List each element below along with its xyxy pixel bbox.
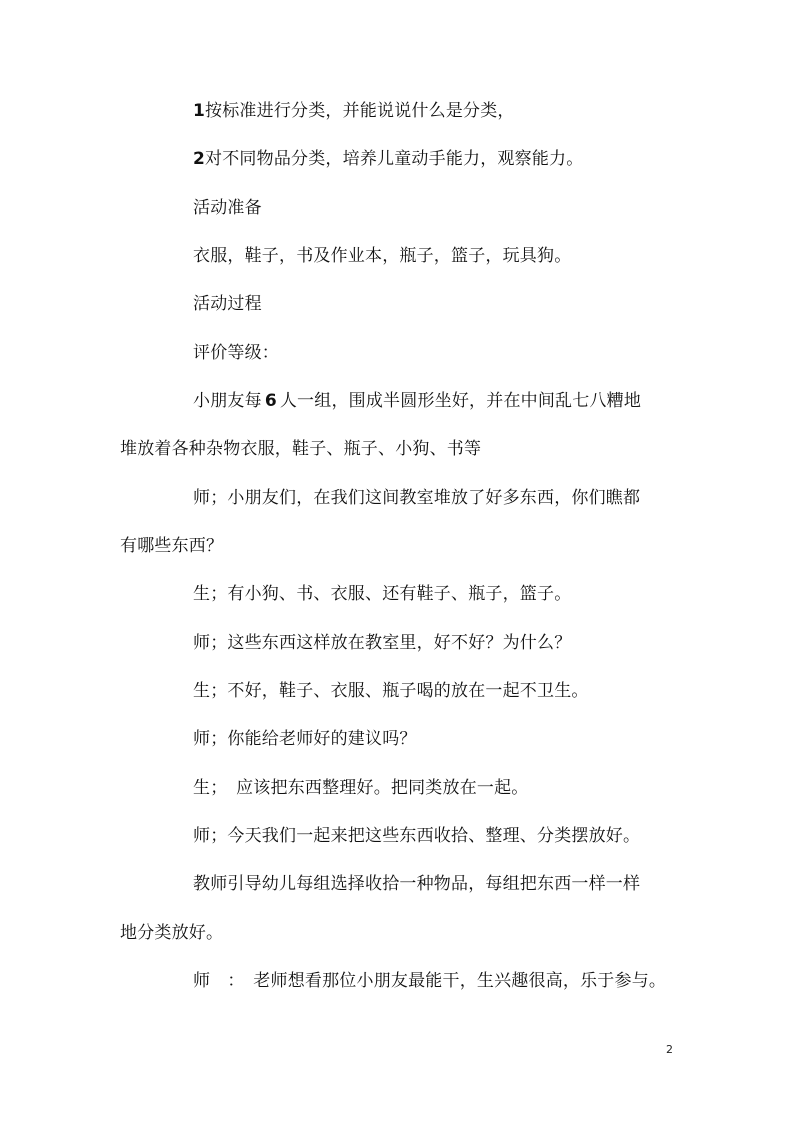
dialogue-line: 有哪些东西？ — [120, 536, 224, 556]
paragraph-line — [193, 389, 641, 413]
paragraph-text: 小朋友每 — [193, 391, 262, 411]
dialogue-line: 师 ： 老师想看那位小朋友最能干，生兴趣很高，乐于参与。 — [193, 971, 667, 991]
objective-number: 1 — [193, 101, 206, 121]
objective-text: 对不同物品分类，培养儿童动手能力，观察能力。 — [205, 149, 584, 169]
dialogue-line: 师；你能给老师好的建议吗？ — [193, 729, 417, 749]
paragraph-line: 教师引导幼儿每组选择收拾一种物品，每组把东西一样一样 — [193, 874, 641, 894]
materials-list: 衣服，鞋子，书及作业本，瓶子，篮子，玩具狗。 — [193, 246, 572, 266]
paragraph-line: 堆放着各种杂物衣服，鞋子、瓶子、小狗、书等 — [120, 439, 482, 459]
section-heading-preparation: 活动准备 — [193, 198, 262, 218]
dialogue-line: 生；不好，鞋子、衣服、瓶子喝的放在一起不卫生。 — [193, 681, 589, 701]
paragraph-line: 地分类放好。 — [120, 923, 224, 943]
objective-number: 2 — [193, 149, 206, 169]
group-size-number: 6 — [264, 391, 277, 411]
dialogue-line: 生；有小狗、书、衣服、还有鞋子、瓶子，篮子。 — [193, 584, 572, 604]
objective-text: 按标准进行分类，并能说说什么是分类， — [205, 101, 515, 121]
dialogue-line: 生； 应该把东西整理好。把同类放在一起。 — [193, 778, 529, 798]
page-number: 2 — [666, 1043, 673, 1056]
objective-1 — [193, 99, 515, 123]
section-heading-process: 活动过程 — [193, 294, 262, 314]
dialogue-line: 师；这些东西这样放在教室里，好不好？为什么？ — [193, 633, 572, 653]
objective-2 — [193, 147, 583, 171]
paragraph-text: 人一组，围成半圆形坐好，并在中间乱七八糟地 — [279, 391, 642, 411]
dialogue-line: 师；小朋友们，在我们这间教室堆放了好多东西，你们瞧都 — [193, 488, 641, 508]
dialogue-line: 师；今天我们一起来把这些东西收拾、整理、分类摆放好。 — [193, 826, 641, 846]
section-heading-evaluation: 评价等级： — [193, 343, 279, 363]
